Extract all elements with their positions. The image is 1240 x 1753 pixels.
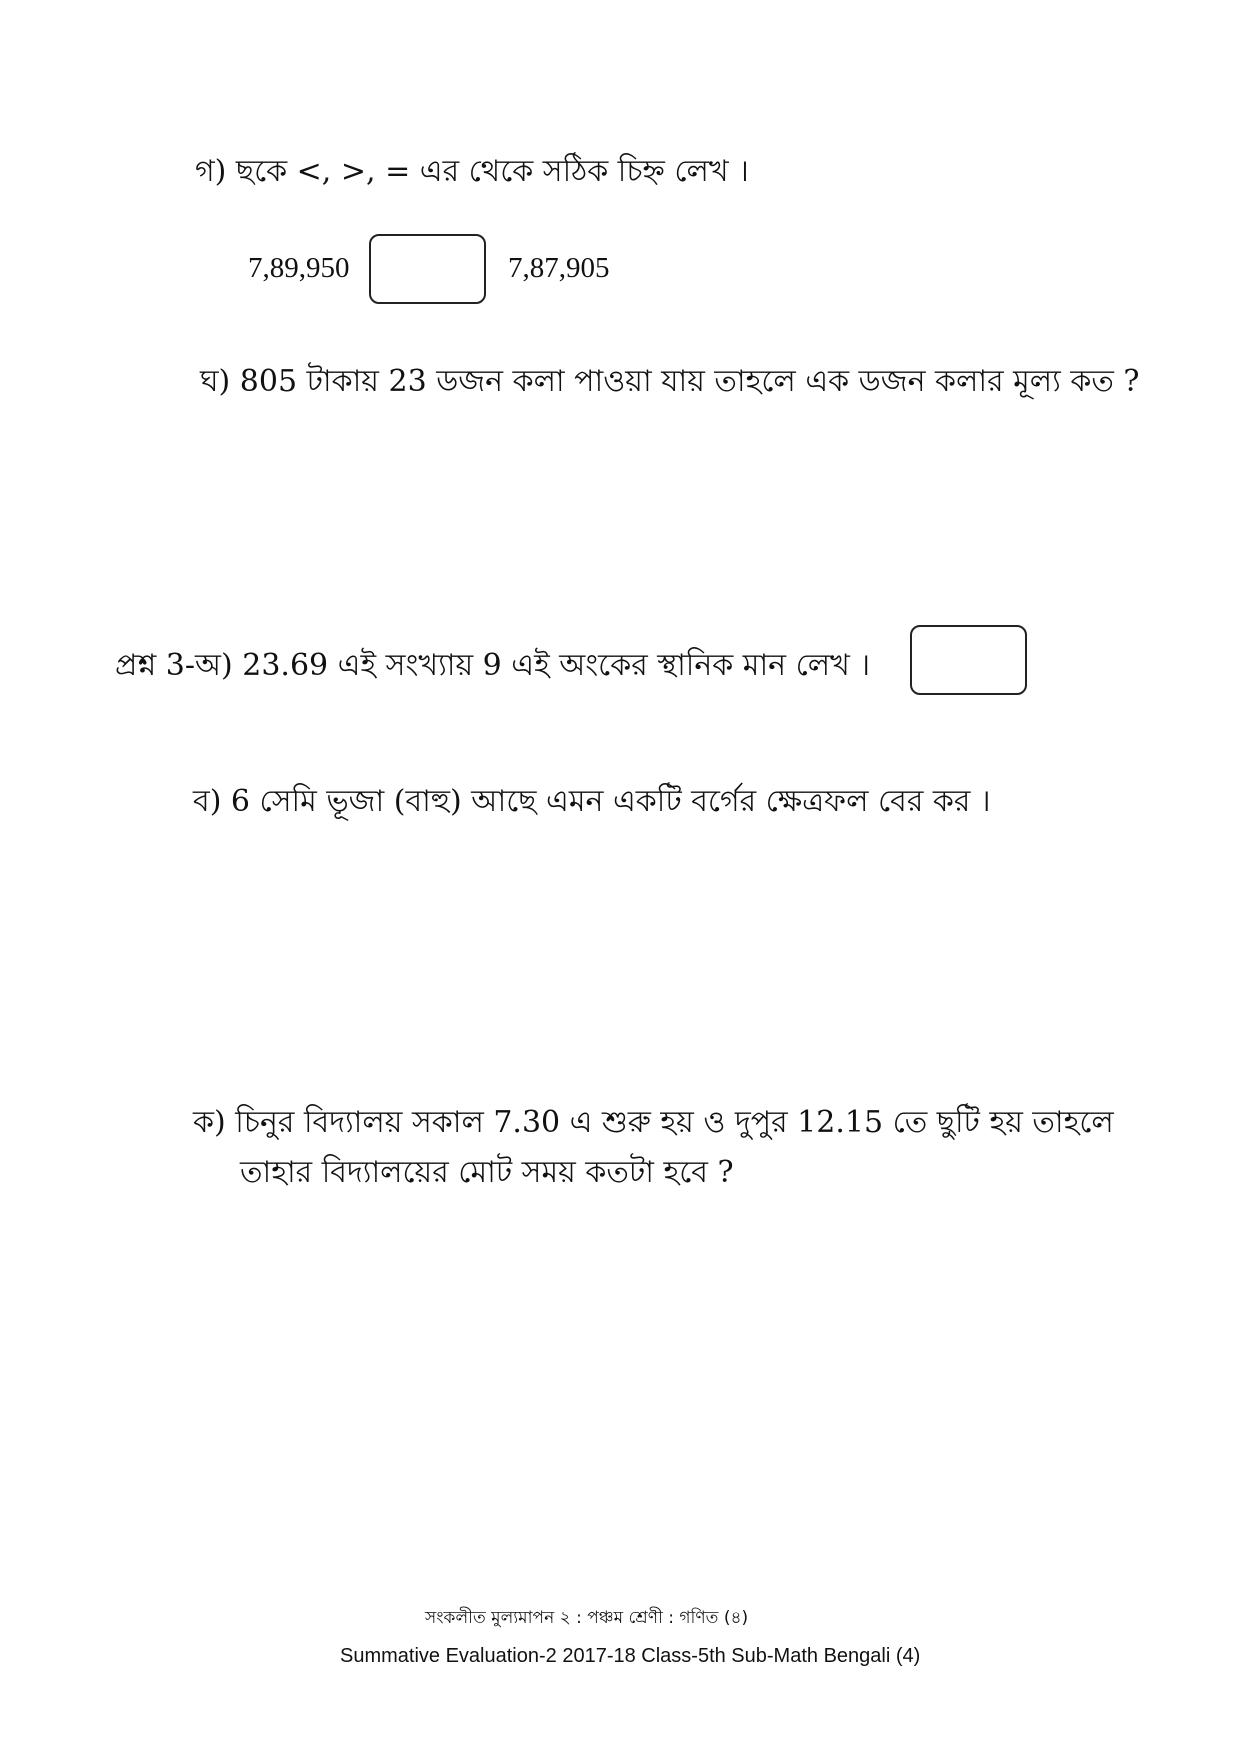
comparison-right-number: 7,87,905 [508, 252, 610, 284]
question-ka-line1: ক) চিনুর বিদ্যালয় সকাল 7.30 এ শুরু হয় ও দুপুর 12.15 তে ছুটি হয় তাহলে [193, 1105, 1114, 1140]
comparison-left-number: 7,89,950 [248, 252, 350, 284]
question-3a-text: প্রশ্ন 3-অ) 23.69 এই সংখ্যায় 9 এই অংকের স্থানিক মান লেখ । [115, 648, 871, 683]
question-ga-text: গ) ছকে <, >, = এর থেকে সঠিক চিহ্ন লেখ । [195, 154, 749, 189]
question-gha-text: ঘ) 805 টাকায় 23 ডজন কলা পাওয়া যায় তাহলে এক ডজন কলার মূল্য কত ? [200, 364, 1140, 399]
place-value-answer-box[interactable] [910, 625, 1027, 695]
footer-english: Summative Evaluation-2 2017-18 Class-5th Sub-Math Bengali (4) [340, 1645, 921, 1667]
footer-bengali: সংকলীত মুল্যমাপন ২ : পঞ্চম শ্রেণী : গণিত (৪) [425, 1608, 749, 1628]
comparison-answer-box[interactable] [369, 234, 486, 304]
question-ka-line2: তাহার বিদ্যালয়ের মোট সময় কতটা হবে ? [240, 1155, 734, 1190]
question-ba-text: ব) 6 সেমি ভূজা (বাহু) আছে এমন একটি বর্গের ক্ষেত্রফল বের কর । [193, 784, 991, 819]
